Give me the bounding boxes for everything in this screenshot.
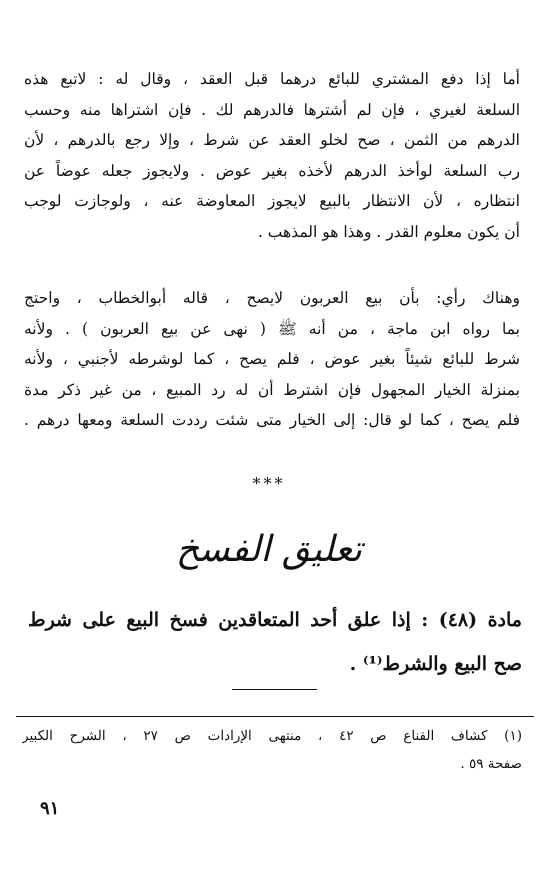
text-line: رب السلعة لوأخذ الدرهم لأخذه بغير عوض . ولايجوز جعله عوضاً عن (24, 161, 520, 180)
article-line: صح البيع والشرط⁽¹⁾ . (349, 653, 522, 675)
text-line: فلم يصح ، كما لو قال: إلى الخيار متى شئت رددت السلعة ومعها درهم . (24, 411, 520, 429)
footnote (22, 722, 522, 778)
text-line: بمنزلة الخيار المجهول فإن اشترط أن له رد المبيع ، من غير ذكر مدة (24, 380, 520, 399)
footnote-divider (16, 716, 534, 717)
text-line: بما رواه ابن ماجة ، من أنه ﷺ ( نهى عن بيع العربون ) . ولأنه (24, 319, 520, 338)
text-line: السلعة لغيري ، فإن لم أشترها فالدرهم لك . فإن اشتراها منه وحسب (24, 100, 520, 119)
article-text (28, 598, 522, 686)
text-line: أما إذا دفع المشتري للبائع درهما قبل العقد ، وقال له : لاتبع هذه (24, 70, 520, 88)
paragraph-1 (24, 64, 520, 247)
text-line: وهناك رأي: بأن بيع العربون لايصح ، قاله أبوالخطاب ، واحتج (24, 289, 520, 307)
article-line: مادة (٤٨) : إذا علق أحد المتعاقدين فسخ البيع على شرط (28, 609, 522, 631)
paragraph-2 (24, 283, 520, 436)
section-separator: *** (252, 474, 286, 493)
footnote-line: صفحة ٥٩ . (460, 756, 522, 772)
short-divider (232, 689, 317, 690)
text-line: شرط للبائع شيئاً بغير عوض ، فلم يصح ، كما لوشرطه لأجنبي ، ولأنه (24, 350, 520, 368)
text-line: انتظاره ، لأن الانتظار بالبيع لايجوز المعاوضة عنه ، ولوجازت لوجب (24, 192, 520, 210)
section-title: تعليق الفسخ (175, 529, 363, 570)
footnote-line: (١) كشاف القناع ص ٤٢ ، منتهى الإرادات ص ٢٧ ، الشرح الكبير (22, 728, 522, 744)
text-line: أن يكون معلوم القدر . وهذا هو المذهب . (257, 222, 520, 241)
page-number: ٩١ (40, 798, 60, 819)
text-line: الدرهم من الثمن ، صح لخلو العقد عن شرط ، وإلا رجع بالدرهم ، لأن (24, 131, 520, 149)
